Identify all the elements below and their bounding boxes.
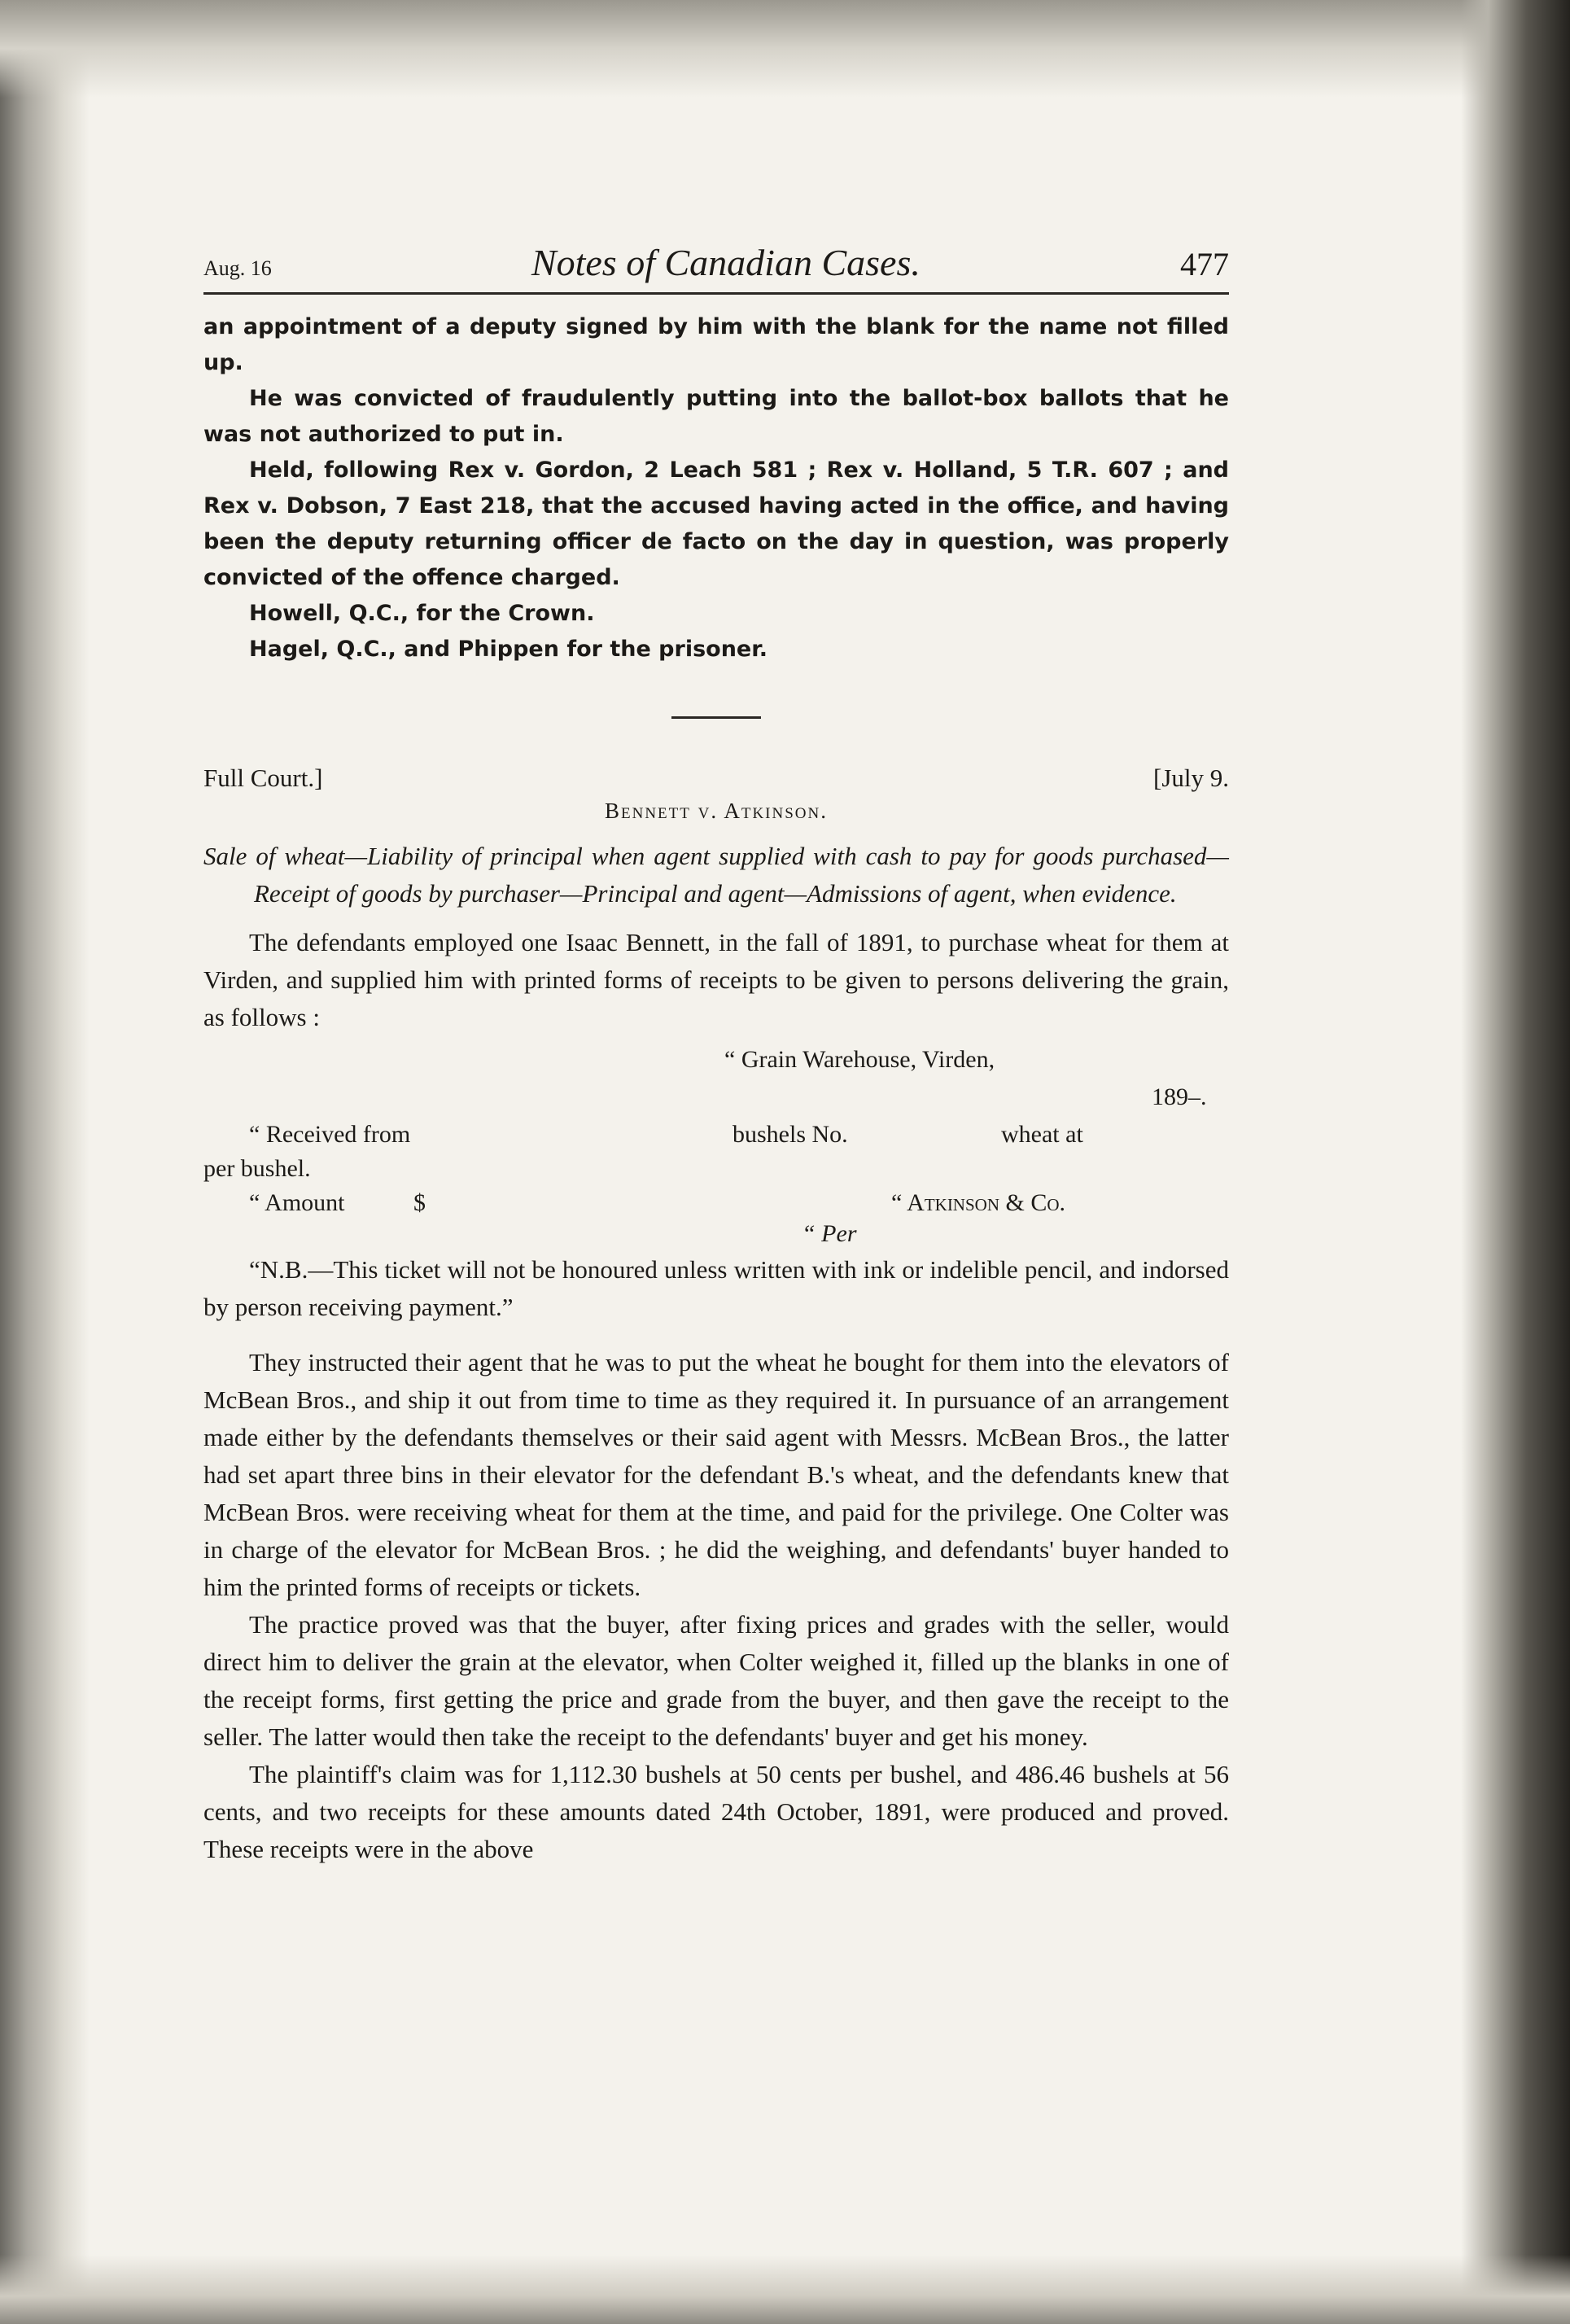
case-paragraph-1: The defendants employed one Isaac Bennett, in the fall of 1891, to purchase wheat for them at Virden, and supplied him with printed forms of receipts to be given to persons delivering the grain, as follows :: [203, 928, 1229, 1031]
receipt-amount: “ Amount: [249, 1189, 345, 1216]
case-title: Bennett v. Atkinson.: [605, 799, 828, 823]
prev-case-holding: Held, following Rex v. Gordon, 2 Leach 581 ; Rex v. Holland, 5 T.R. 607 ; and Rex v. Dobson, 7 East 218, that the accused having acted in the office, and having been the deputy returning officer de facto on the day in question, was properly convicted of the offence charged.: [203, 457, 1229, 590]
receipt-note: “N.B.—This ticket will not be honoured unless written with ink or indelible pencil, and indorsed by person receiving payment.”: [203, 1255, 1229, 1321]
case-paragraph-4: The plaintiff's claim was for 1,112.30 bushels at 50 cents per bushel, and 486.46 bushels at 56 cents, and two receipts for these amounts dated 24th October, 1891, were produced and proved. These receipts were in the above: [203, 1760, 1229, 1863]
receipt-firm: “ Atkinson & Co.: [891, 1189, 1065, 1216]
header-title: Notes of Canadian Cases.: [531, 242, 921, 283]
receipt-wheat-at: wheat at: [1001, 1121, 1083, 1148]
counsel-crown: Howell, Q.C., for the Crown.: [249, 601, 595, 626]
header-date: Aug. 16: [203, 256, 272, 280]
receipt-year: 189–.: [1152, 1083, 1207, 1110]
scan-top-edge: [0, 0, 1570, 98]
scan-bottom-edge: [0, 2255, 1570, 2324]
page-body: [203, 244, 1229, 1868]
section-divider: [671, 716, 761, 719]
receipt-per-bushel: per bushel.: [203, 1155, 311, 1182]
receipt-bushels: bushels No.: [733, 1121, 848, 1148]
case-paragraph-3: The practice proved was that the buyer, after fixing prices and grades with the seller, would direct him to deliver the grain at the elevator, when Colter weighed it, filled up the blanks in one of the receipt forms, first getting the price and grade from the buyer, and then gave the receipt to the seller. The latter would then take the receipt to the defendants' buyer and get his money.: [203, 1610, 1229, 1751]
scan-binding-shadow: [1461, 0, 1570, 2324]
case-headnote: Sale of wheat—Liability of principal when agent supplied with cash to pay for goods purchased—Receipt of goods by purchaser—Principal and agent—Admissions of agent, when evidence.: [203, 842, 1229, 908]
scan-left-edge: [0, 0, 90, 2324]
receipt-form: [203, 1041, 1229, 1247]
case-date: [July 9.: [1153, 764, 1229, 792]
case-paragraph-2: They instructed their agent that he was to put the wheat he bought for them into the elevators of McBean Bros., and ship it out from time to time as they required it. In pursuance of an arrangement made either by the defendants themselves or their said agent with Messrs. McBean Bros., the latter had set apart three bins in their elevator for the defendant B.'s wheat, and the defendants knew that McBean Bros. were receiving wheat for them at the time, and paid for the privilege. One Colter was in charge of the elevator for McBean Bros. ; he did the weighing, and defendants' buyer handed to him the printed forms of receipts or tickets.: [203, 1348, 1229, 1601]
receipt-per: “ Per: [802, 1220, 857, 1247]
prev-case-paragraph-2: He was convicted of fraudulently putting into the ballot-box ballots that he was not authorized to put in.: [203, 386, 1229, 447]
receipt-dollar-sign: $: [413, 1189, 426, 1216]
court-name: Full Court.]: [203, 764, 323, 792]
page-number: 477: [1180, 246, 1229, 282]
running-head: [203, 244, 1229, 295]
receipt-received-from: “ Received from: [249, 1121, 411, 1148]
receipt-heading: “ Grain Warehouse, Virden,: [724, 1046, 995, 1073]
counsel-prisoner: Hagel, Q.C., and Phippen for the prisoner.: [249, 637, 768, 662]
prev-case-paragraph-1: an appointment of a deputy signed by him with the blank for the name not filled up.: [203, 314, 1229, 375]
